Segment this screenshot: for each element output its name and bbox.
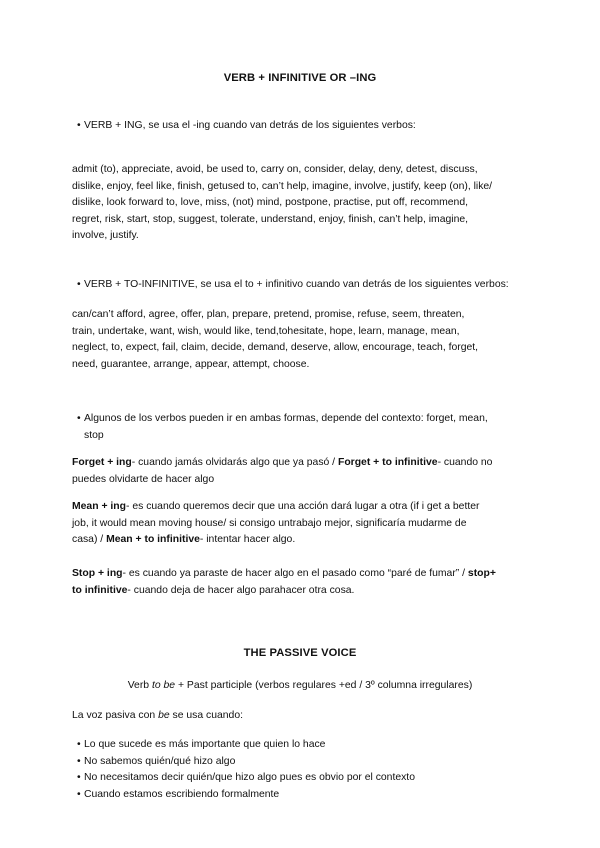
usage-italic: be xyxy=(158,710,170,721)
formula-text-cont: + Past participle (verbos regulares +ed / 3º columna irregulares) xyxy=(175,680,473,691)
mean-ing-term: Mean + ing xyxy=(72,501,126,512)
mean-to-term: Mean + to infinitive xyxy=(106,534,200,546)
to-intro-text: VERB + TO-INFINITIVE, se usa el to + infinitivo cuando van detrás de los siguientes verbos: xyxy=(84,279,509,290)
stop-to-term-cont: to infinitive xyxy=(72,584,128,596)
stop-to-term: stop+ xyxy=(467,568,496,579)
passive-formula xyxy=(0,678,600,695)
to-verbs-line: train, undertake, want, wish, would like, tend,tohesitate, hope, learn, manage, mean, xyxy=(72,325,460,337)
stop-ing-meaning: - es cuando ya paraste de hacer algo en el pasado como “paré de fumar” / xyxy=(122,568,468,579)
passive-usage-list xyxy=(77,737,532,803)
stop-paragraph xyxy=(72,566,534,599)
list-item xyxy=(77,770,532,787)
formula-italic: to be xyxy=(151,680,176,691)
bullet-mark: • xyxy=(77,413,81,424)
to-verbs-line: can/can’t afford, agree, offer, plan, prepare, pretend, promise, refuse, seem, threaten, xyxy=(72,309,465,320)
bullet-both-forms xyxy=(77,411,532,444)
ing-intro-text: VERB + ING, se usa el -ing cuando van detrás de los siguientes verbos: xyxy=(84,120,416,131)
ing-verbs-line: dislike, look forward to, love, miss, (not) mind, postpone, practise, put off, recommend, xyxy=(72,197,468,209)
ing-verbs-line: involve, justify. xyxy=(72,230,139,242)
forget-line-2: puedes olvidarte de hacer algo xyxy=(72,473,215,485)
ing-verbs-line: admit (to), appreciate, avoid, be used to, carry on, consider, delay, deny, detest, discuss, xyxy=(72,164,478,175)
mean-ing-meaning: - es cuando queremos decir que una acción dará lugar a otra (if i get a better xyxy=(125,501,480,512)
bullet-mark: • xyxy=(77,279,81,290)
ing-verbs-line: dislike, enjoy, feel like, finish, getused to, can’t help, imagine, involve, justify, keep (on), like/ xyxy=(72,180,493,192)
forget-ing-term: Forget + ing xyxy=(72,457,132,468)
list-item-text: Lo que sucede es más importante que quien lo hace xyxy=(84,739,326,750)
both-forms-text-cont: stop xyxy=(84,429,104,441)
ing-verbs-line: regret, risk, start, stop, suggest, tolerate, understand, enjoy, finish, can’t help, imagine, xyxy=(72,213,469,225)
forget-paragraph xyxy=(72,455,534,488)
mean-paragraph xyxy=(72,499,534,549)
bullet-mark: • xyxy=(77,739,81,750)
section-title-verb-infinitive: VERB + INFINITIVE OR –ING xyxy=(223,72,377,84)
section-title-passive-voice: THE PASSIVE VOICE xyxy=(243,647,357,659)
list-item-text: No necesitamos decir quién/que hizo algo pues es obvio por el contexto xyxy=(84,772,415,784)
bullet-mark: • xyxy=(77,788,81,800)
list-item-text: Cuando estamos escribiendo formalmente xyxy=(84,788,280,800)
bullet-mark: • xyxy=(77,120,81,131)
passive-usage-intro xyxy=(72,708,534,725)
usage-text-cont: se usa cuando: xyxy=(169,710,244,721)
forget-to-meaning: - cuando no xyxy=(437,457,493,468)
list-item xyxy=(77,737,532,754)
mean-line-2: job, it would mean moving house/ si consigo untrabajo mejor, significaría mudarme de xyxy=(72,517,467,529)
bullet-mark: • xyxy=(77,755,81,767)
ing-verbs-paragraph xyxy=(72,162,534,245)
usage-text: La voz pasiva con xyxy=(72,710,159,721)
list-item-text: No sabemos quién/qué hizo algo xyxy=(84,755,236,767)
mean-line-3: casa) / xyxy=(72,534,107,546)
forget-ing-meaning: - cuando jamás olvidarás algo que ya pasó / xyxy=(131,457,338,468)
list-item xyxy=(77,787,532,804)
formula-text: Verb xyxy=(127,680,152,691)
bullet-ing-intro xyxy=(77,118,532,135)
forget-to-term: Forget + to infinitive xyxy=(337,457,438,468)
stop-ing-term: Stop + ing xyxy=(72,568,123,579)
stop-to-meaning: - cuando deja de hacer algo parahacer otra cosa. xyxy=(127,584,355,596)
mean-to-meaning: - intentar hacer algo. xyxy=(199,534,296,546)
bullet-mark: • xyxy=(77,772,81,784)
to-verbs-paragraph xyxy=(72,307,534,373)
to-verbs-line: need, guarantee, arrange, appear, attempt, choose. xyxy=(72,358,310,370)
list-item xyxy=(77,754,532,771)
both-forms-text: Algunos de los verbos pueden ir en ambas formas, depende del contexto: forget, mean, xyxy=(84,413,488,424)
to-verbs-line: neglect, to, expect, fail, claim, decide, demand, deserve, allow, encourage, teach, forget, xyxy=(72,342,479,354)
bullet-to-intro xyxy=(77,277,532,294)
